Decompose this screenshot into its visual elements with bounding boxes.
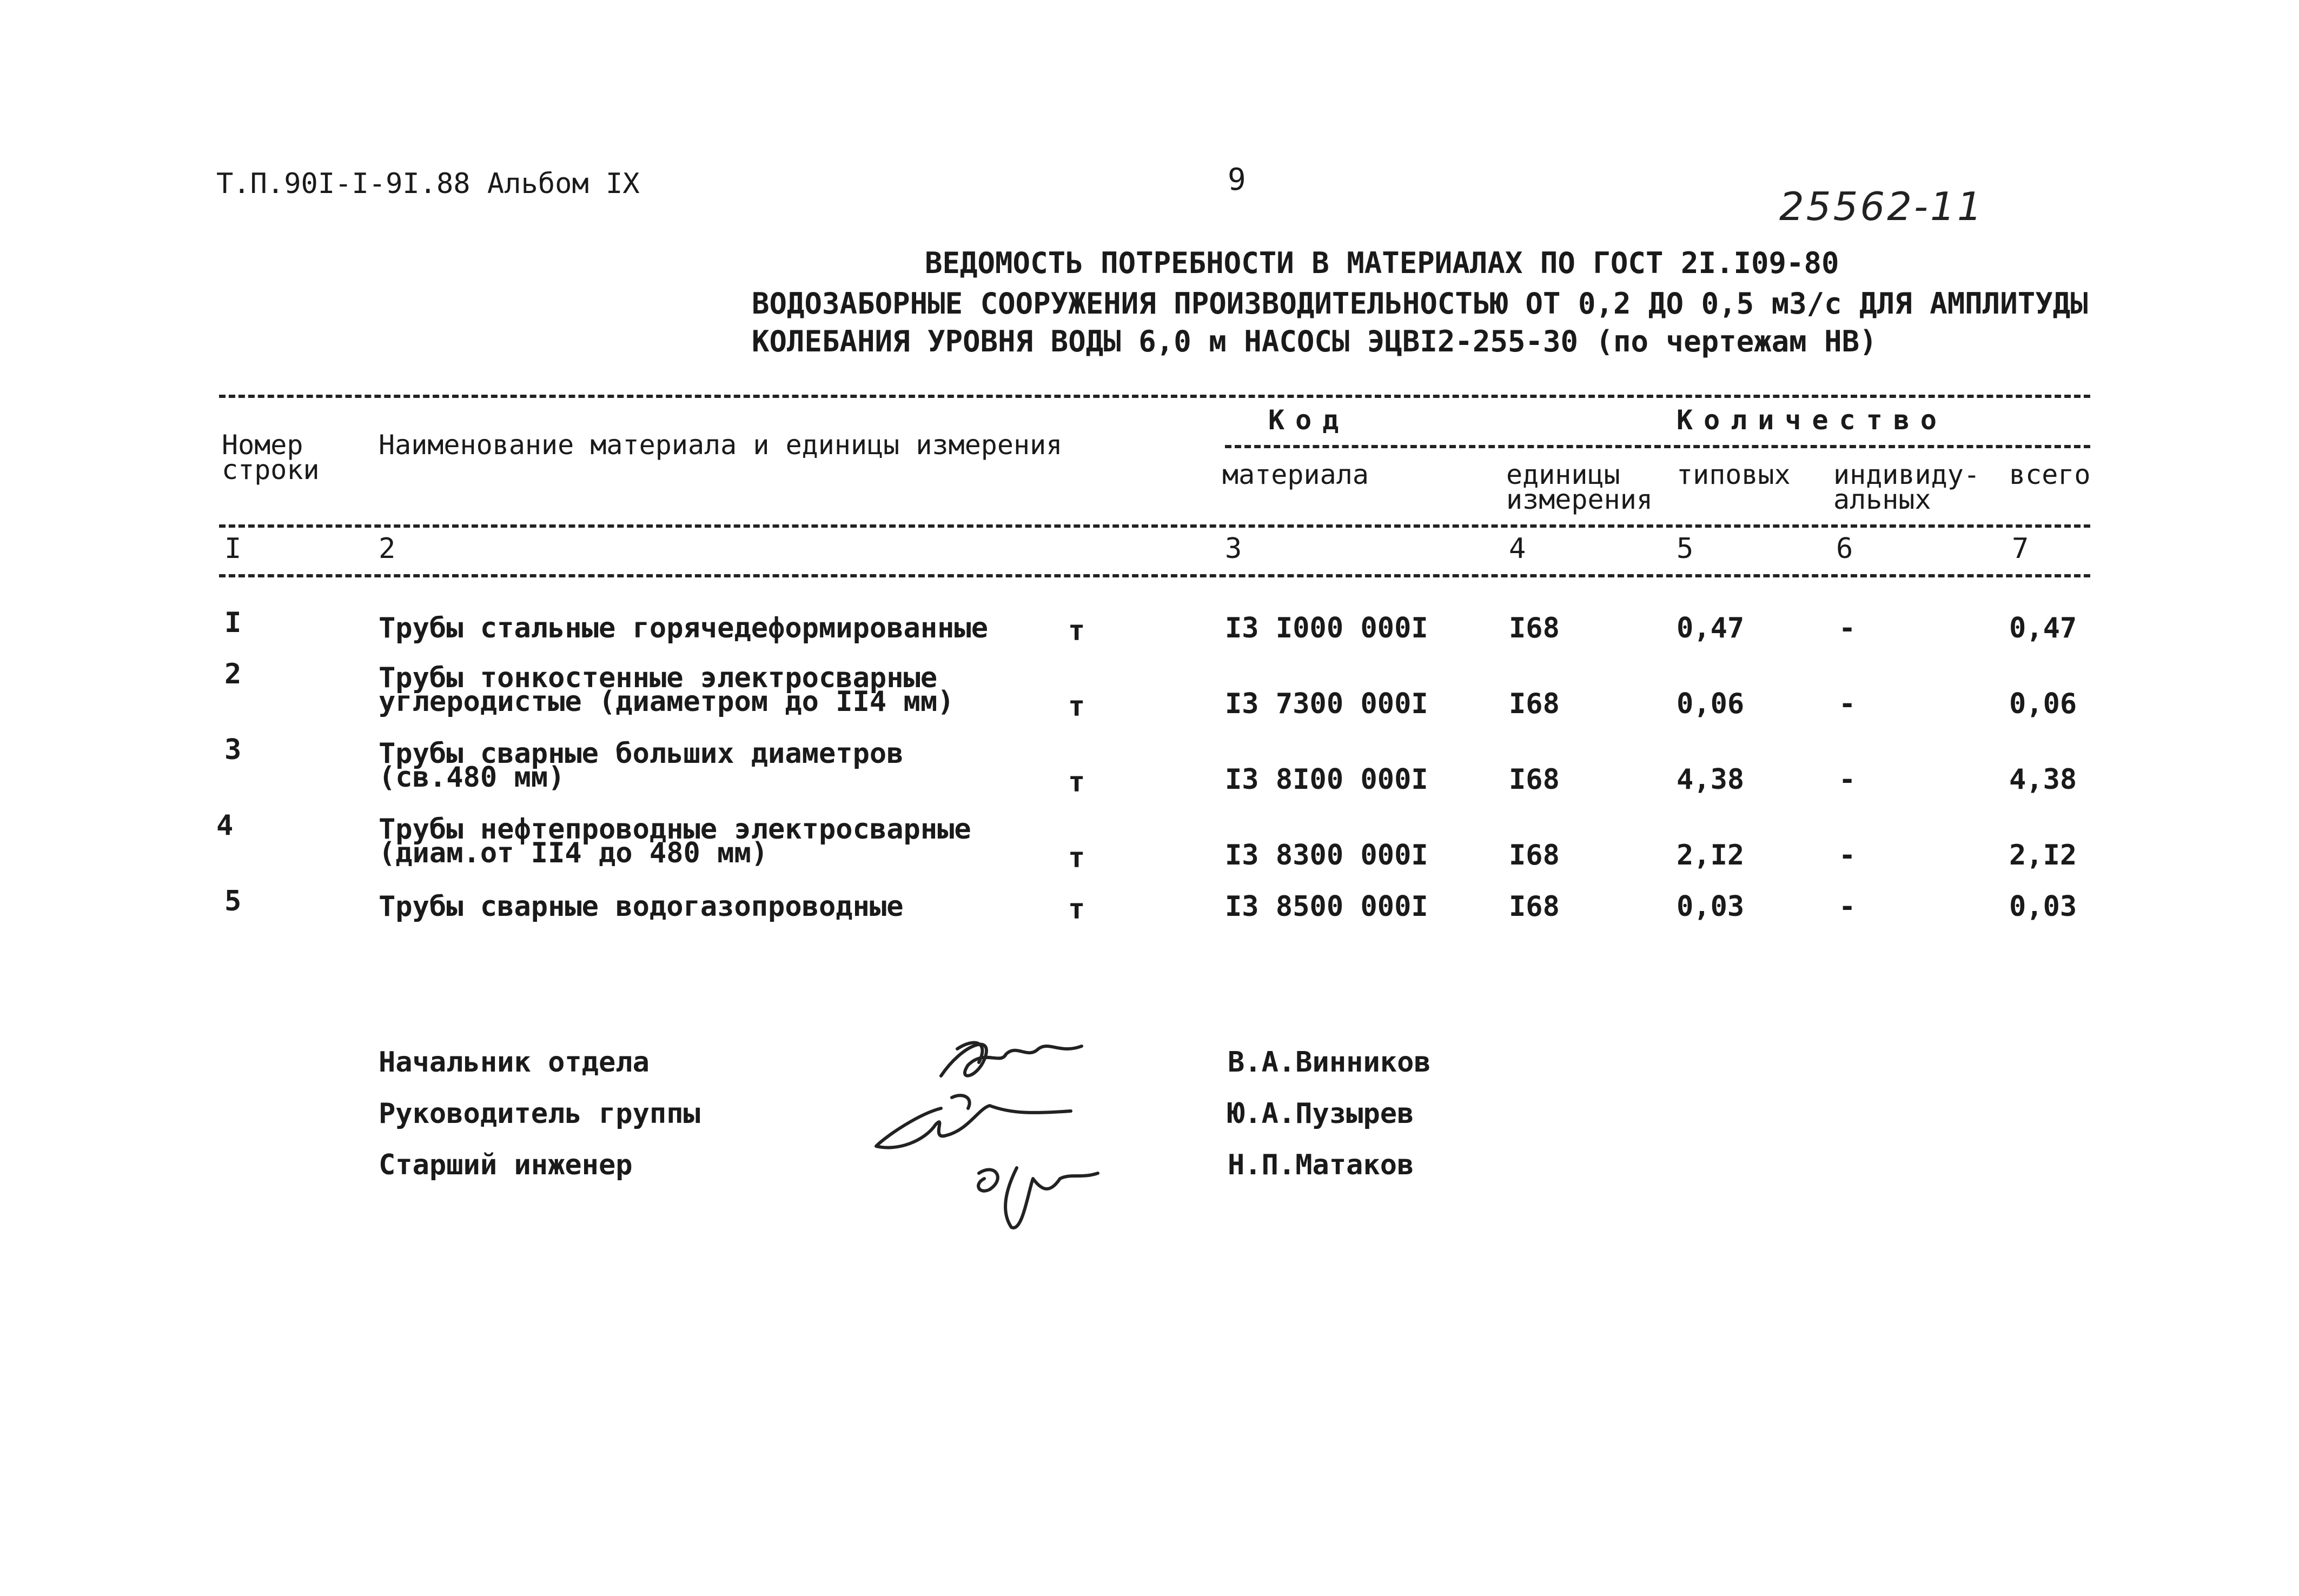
header-code-group: Код xyxy=(1268,404,1350,436)
material-code: I3 8500 000I xyxy=(1225,890,1428,923)
qty-individual: - xyxy=(1839,612,1856,644)
table-header-sub-rule xyxy=(1225,445,2090,448)
header-qty-typical: типовых xyxy=(1677,459,1791,490)
signatory-position: Начальник отдела xyxy=(379,1046,650,1079)
qty-total: 2,I2 xyxy=(2009,839,2077,872)
unit-code: I68 xyxy=(1509,839,1560,872)
qty-total: 4,38 xyxy=(2009,763,2077,796)
material-code: I3 I000 000I xyxy=(1225,612,1428,644)
header-quantity-group: Количество xyxy=(1677,404,1948,436)
qty-typical: 0,06 xyxy=(1677,688,1745,720)
table-colnum-rule xyxy=(219,574,2090,577)
qty-total: 0,03 xyxy=(2009,890,2077,923)
qty-typical: 2,I2 xyxy=(1677,839,1745,872)
signatory-position: Руководитель группы xyxy=(379,1098,700,1130)
material-name: Трубы тонкостенные электросварные углеродистые (диаметром до II4 мм) xyxy=(379,662,955,718)
material-code: I3 8300 000I xyxy=(1225,839,1428,872)
material-code: I3 8I00 000I xyxy=(1225,763,1428,796)
handwritten-signatures xyxy=(854,1016,1157,1243)
unit-code: I68 xyxy=(1509,688,1560,720)
title-line-2: ВОДОЗАБОРНЫЕ СООРУЖЕНИЯ ПРОИЗВОДИТЕЛЬНОСТЬЮ ОТ 0,2 ДО 0,5 м3/с ДЛЯ АМПЛИТУДЫ xyxy=(752,287,2088,321)
header-qty-individual: индивиду- альных xyxy=(1833,459,1980,515)
signatory-name: Ю.А.Пузырев xyxy=(1228,1098,1414,1130)
table-top-rule xyxy=(219,395,2090,398)
page-number: 9 xyxy=(1228,162,1246,197)
unit: т xyxy=(1068,615,1085,647)
column-number: 4 xyxy=(1509,533,1526,565)
qty-typical: 4,38 xyxy=(1677,763,1745,796)
handwritten-number: 25562-11 xyxy=(1779,184,1984,229)
unit: т xyxy=(1068,690,1085,723)
unit-code: I68 xyxy=(1509,890,1560,923)
unit-code: I68 xyxy=(1509,763,1560,796)
signatory-name: В.А.Винников xyxy=(1228,1046,1431,1079)
qty-individual: - xyxy=(1839,890,1856,923)
unit: т xyxy=(1068,842,1085,874)
row-number: I xyxy=(224,607,242,639)
document-reference: Т.П.90I-I-9I.88 Альбом IX xyxy=(216,168,640,200)
column-number: 3 xyxy=(1225,533,1242,565)
row-number: 3 xyxy=(224,734,242,766)
table-header-bottom-rule xyxy=(219,524,2090,528)
row-number: 5 xyxy=(224,885,242,917)
qty-individual: - xyxy=(1839,688,1856,720)
column-number: 2 xyxy=(379,533,396,565)
signatory-name: Н.П.Матаков xyxy=(1228,1149,1414,1181)
qty-typical: 0,47 xyxy=(1677,612,1745,644)
material-name: Трубы сварные больших диаметров (св.480 мм) xyxy=(379,737,904,794)
unit: т xyxy=(1068,766,1085,799)
material-code: I3 7300 000I xyxy=(1225,688,1428,720)
signatory-position: Старший инженер xyxy=(379,1149,633,1181)
column-number: 6 xyxy=(1836,533,1853,565)
row-number: 4 xyxy=(216,809,234,842)
qty-total: 0,06 xyxy=(2009,688,2077,720)
title-line-3: КОЛЕБАНИЯ УРОВНЯ ВОДЫ 6,0 м НАСОСЫ ЭЦВI2-255-30 (по чертежам НВ) xyxy=(752,324,1877,358)
qty-individual: - xyxy=(1839,763,1856,796)
qty-individual: - xyxy=(1839,839,1856,872)
row-number: 2 xyxy=(224,658,242,690)
column-number: 7 xyxy=(2012,533,2029,565)
unit-code: I68 xyxy=(1509,612,1560,644)
column-number: 5 xyxy=(1677,533,1694,565)
column-number: I xyxy=(224,533,242,565)
qty-total: 0,47 xyxy=(2009,612,2077,644)
material-name: Трубы сварные водогазопроводные xyxy=(379,890,904,923)
material-name: Трубы нефтепроводные электросварные (диам.от II4 до 480 мм) xyxy=(379,813,971,869)
header-qty-total: всего xyxy=(2009,459,2091,490)
qty-typical: 0,03 xyxy=(1677,890,1745,923)
header-material-code: материала xyxy=(1222,459,1369,490)
header-unit-code: единицы измерения xyxy=(1506,459,1653,515)
unit: т xyxy=(1068,893,1085,926)
header-row-number: Номер строки xyxy=(222,429,320,486)
title-line-1: ВЕДОМОСТЬ ПОТРЕБНОСТИ В МАТЕРИАЛАХ ПО ГОСТ 2I.I09-80 xyxy=(925,246,1839,280)
header-material-name: Наименование материала и единицы измерения xyxy=(379,429,1063,461)
material-name: Трубы стальные горячедеформированные xyxy=(379,612,989,644)
